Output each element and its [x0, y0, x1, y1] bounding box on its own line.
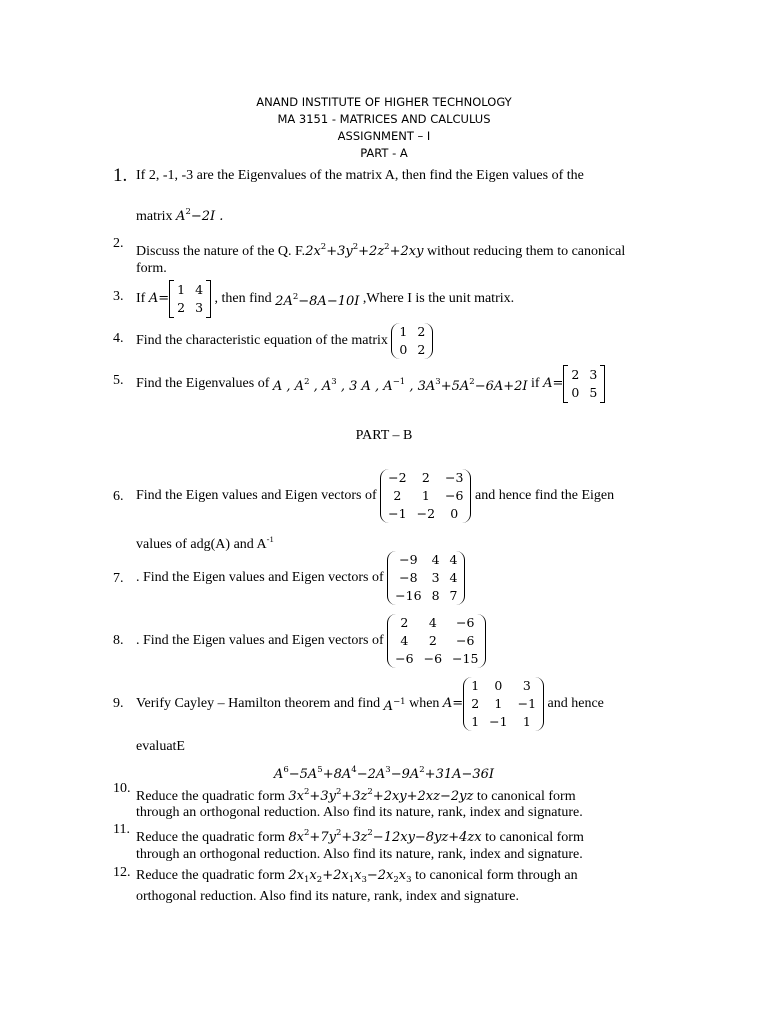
question-9-line-1: Verify Cayley – Hamilton theorem and find $A^{-1}$ when A= 1 0 3 2 1 −1 1 −1 1 and hence	[136, 678, 604, 729]
matrix-q4	[391, 323, 433, 359]
matrix-cell: 4	[449, 570, 458, 585]
matrix-cell: 2	[177, 300, 186, 315]
matrix-cell: −1	[388, 506, 407, 521]
matrix-cell: −6	[445, 488, 464, 503]
cayley-hamilton-expression: $A^6-5A^5+8A^4-2A^3-9A^2+31A-36I$	[273, 765, 495, 782]
matrix-cell: 3	[431, 570, 440, 585]
question-number-12: 12.	[113, 865, 131, 880]
question-1-expression: $A^2-2I$ .	[176, 207, 224, 224]
matrix-cell: −2	[416, 506, 436, 521]
matrix-cell: 3	[589, 367, 598, 382]
question-number-1: 1.	[113, 165, 128, 186]
matrix-cell: −1	[517, 696, 537, 711]
matrix-cell: −6	[456, 633, 475, 648]
matrix-q3	[169, 281, 211, 317]
matrix-cell: −8	[399, 570, 418, 585]
question-11-line-2: through an orthogonal reduction. Also find its nature, rank, index and signature.	[136, 847, 583, 862]
matrix-cell: −3	[445, 470, 464, 485]
matrix-cell: 0	[399, 342, 408, 357]
question-3-expression: $2A^2-8A-10I$	[275, 291, 360, 309]
inverse-expression: $A^{-1}$	[383, 696, 406, 714]
matrix-cell: 2	[571, 367, 580, 382]
matrix-cell: 3	[195, 300, 204, 315]
question-11-line-1: Reduce the quadratic form $8x^2+7y^2+3z^2-12xy-8yz+4zx$ to canonical form	[136, 828, 584, 845]
question-number-11: 11.	[113, 822, 130, 837]
matrix-cell: −6	[395, 651, 414, 666]
matrix-cell: 3	[522, 678, 531, 693]
question-2-line-1: Discuss the nature of the Q. $F.2x^2+3y^2+2z^2+2xy$ without reducing them to canonical	[136, 242, 626, 259]
question-5-line: Find the Eigenvalues of A , $A^2$ , $A^3$ , 3 A , $A^{-1}$ , $3A^3+5A^2-6A+2I$ if A= 2 3 0 5	[136, 366, 605, 402]
question-10-line-2: through an orthogonal reduction. Also find its nature, rank, index and signature.	[136, 805, 583, 820]
matrix-cell: 0	[494, 678, 503, 693]
matrix-cell: 4	[195, 282, 204, 297]
matrix-cell: 0	[571, 385, 580, 400]
question-5-expression: A , $A^2$ , $A^3$ , 3 A , $A^{-1}$ , $3A^3+5A^2-6A+2I$	[272, 376, 528, 394]
quadratic-form-q10: $3x^2+3y^2+3z^2+2xy+2xz-2yz$	[288, 787, 474, 804]
matrix-cell: 4	[428, 615, 437, 630]
quadratic-form-q11: $8x^2+7y^2+3z^2-12xy-8yz+4zx$	[288, 828, 482, 845]
question-8-line: . Find the Eigen values and Eigen vectors of 2 4 −6 4 2 −6 −6 −6 −15	[136, 614, 486, 668]
matrix-cell: 1	[494, 696, 503, 711]
matrix-cell: 4	[400, 633, 409, 648]
matrix-cell: −9	[399, 552, 418, 567]
matrix-cell: 4	[449, 552, 458, 567]
matrix-cell: 1	[399, 324, 408, 339]
question-2-line-2: form.	[136, 261, 167, 276]
question-12-line-2: orthogonal reduction. Also find its nature, rank, index and signature.	[136, 889, 519, 904]
question-9-line-2: evaluatE	[136, 739, 185, 754]
matrix-cell: 7	[449, 588, 458, 603]
matrix-cell: 2	[428, 633, 437, 648]
question-number-10: 10.	[113, 781, 131, 796]
matrix-cell: 0	[450, 506, 459, 521]
question-number-9: 9.	[113, 696, 124, 711]
question-number-2: 2.	[113, 236, 124, 251]
matrix-cell: −1	[489, 714, 508, 729]
question-7-line: . Find the Eigen values and Eigen vectors of −9 4 4 −8 3 4 −16 8 7	[136, 551, 465, 605]
matrix-cell: 1	[471, 678, 480, 693]
question-number-4: 4.	[113, 331, 124, 346]
question-6-line-1: Find the Eigen values and Eigen vectors of −2 2 −3 2 1 −6 −1 −2 0 and hence find the Eigen	[136, 470, 615, 521]
question-number-7: 7.	[113, 571, 124, 586]
part-b-title: PART – B	[355, 428, 413, 443]
matrix-cell: 1	[522, 714, 531, 729]
matrix-cell: 2	[417, 324, 426, 339]
matrix-cell: 5	[589, 385, 598, 400]
question-3-line: If A= 1 4 2 3 , then find $2A^2-8A-10I$ ,Where I is the unit matrix.	[136, 281, 514, 317]
matrix-cell: 1	[471, 714, 480, 729]
question-1-text-matrix: matrix	[136, 209, 173, 224]
quadratic-form-q12: $2x_1x_2+2x_1x_3-2x_2x_3$	[288, 868, 412, 885]
matrix-q6	[380, 469, 471, 523]
part-a-title: PART - A	[360, 146, 408, 160]
matrix-cell: 4	[431, 552, 440, 567]
matrix-q7	[387, 551, 465, 605]
matrix-cell: −2	[388, 470, 407, 485]
question-number-3: 3.	[113, 289, 124, 304]
matrix-cell: 2	[421, 470, 430, 485]
question-number-6: 6.	[113, 489, 124, 504]
matrix-cell: 2	[400, 615, 409, 630]
matrix-q8	[387, 614, 486, 668]
quadratic-form-expression: $2x^2+3y^2+2z^2+2xy$	[305, 242, 424, 259]
question-number-8: 8.	[113, 633, 124, 648]
question-1-line-2	[136, 201, 223, 228]
question-1-line-1: If 2, -1, -3 are the Eigenvalues of the matrix A, then find the Eigen values of the	[136, 168, 584, 183]
matrix-cell: 2	[471, 696, 480, 711]
matrix-cell: 1	[177, 282, 186, 297]
matrix-q9	[463, 677, 544, 731]
matrix-cell: 8	[431, 588, 440, 603]
matrix-cell: −15	[452, 651, 479, 666]
question-12-line-1: Reduce the quadratic form $2x_1x_2+2x_1x_3-2x_2x_3$ to canonical form through an	[136, 868, 578, 885]
question-6-line-2: values of adg(A) and $A^{-1}$	[136, 534, 274, 552]
assignment-title: ASSIGNMENT – I	[337, 129, 431, 143]
matrix-cell: 1	[421, 488, 430, 503]
institute-name: ANAND INSTITUTE OF HIGHER TECHNOLOGY	[256, 95, 512, 109]
question-10-line-1: Reduce the quadratic form $3x^2+3y^2+3z^2+2xy+2xz-2yz$ to canonical form	[136, 787, 576, 804]
matrix-cell: −6	[456, 615, 475, 630]
matrix-q5	[563, 366, 605, 402]
course-title: MA 3151 - MATRICES AND CALCULUS	[277, 112, 491, 126]
matrix-cell: −16	[395, 588, 422, 603]
question-4-line: Find the characteristic equation of the matrix 1 2 0 2	[136, 323, 433, 359]
matrix-cell: 2	[393, 488, 402, 503]
matrix-cell: 2	[417, 342, 426, 357]
question-number-5: 5.	[113, 373, 124, 388]
matrix-cell: −6	[423, 651, 443, 666]
